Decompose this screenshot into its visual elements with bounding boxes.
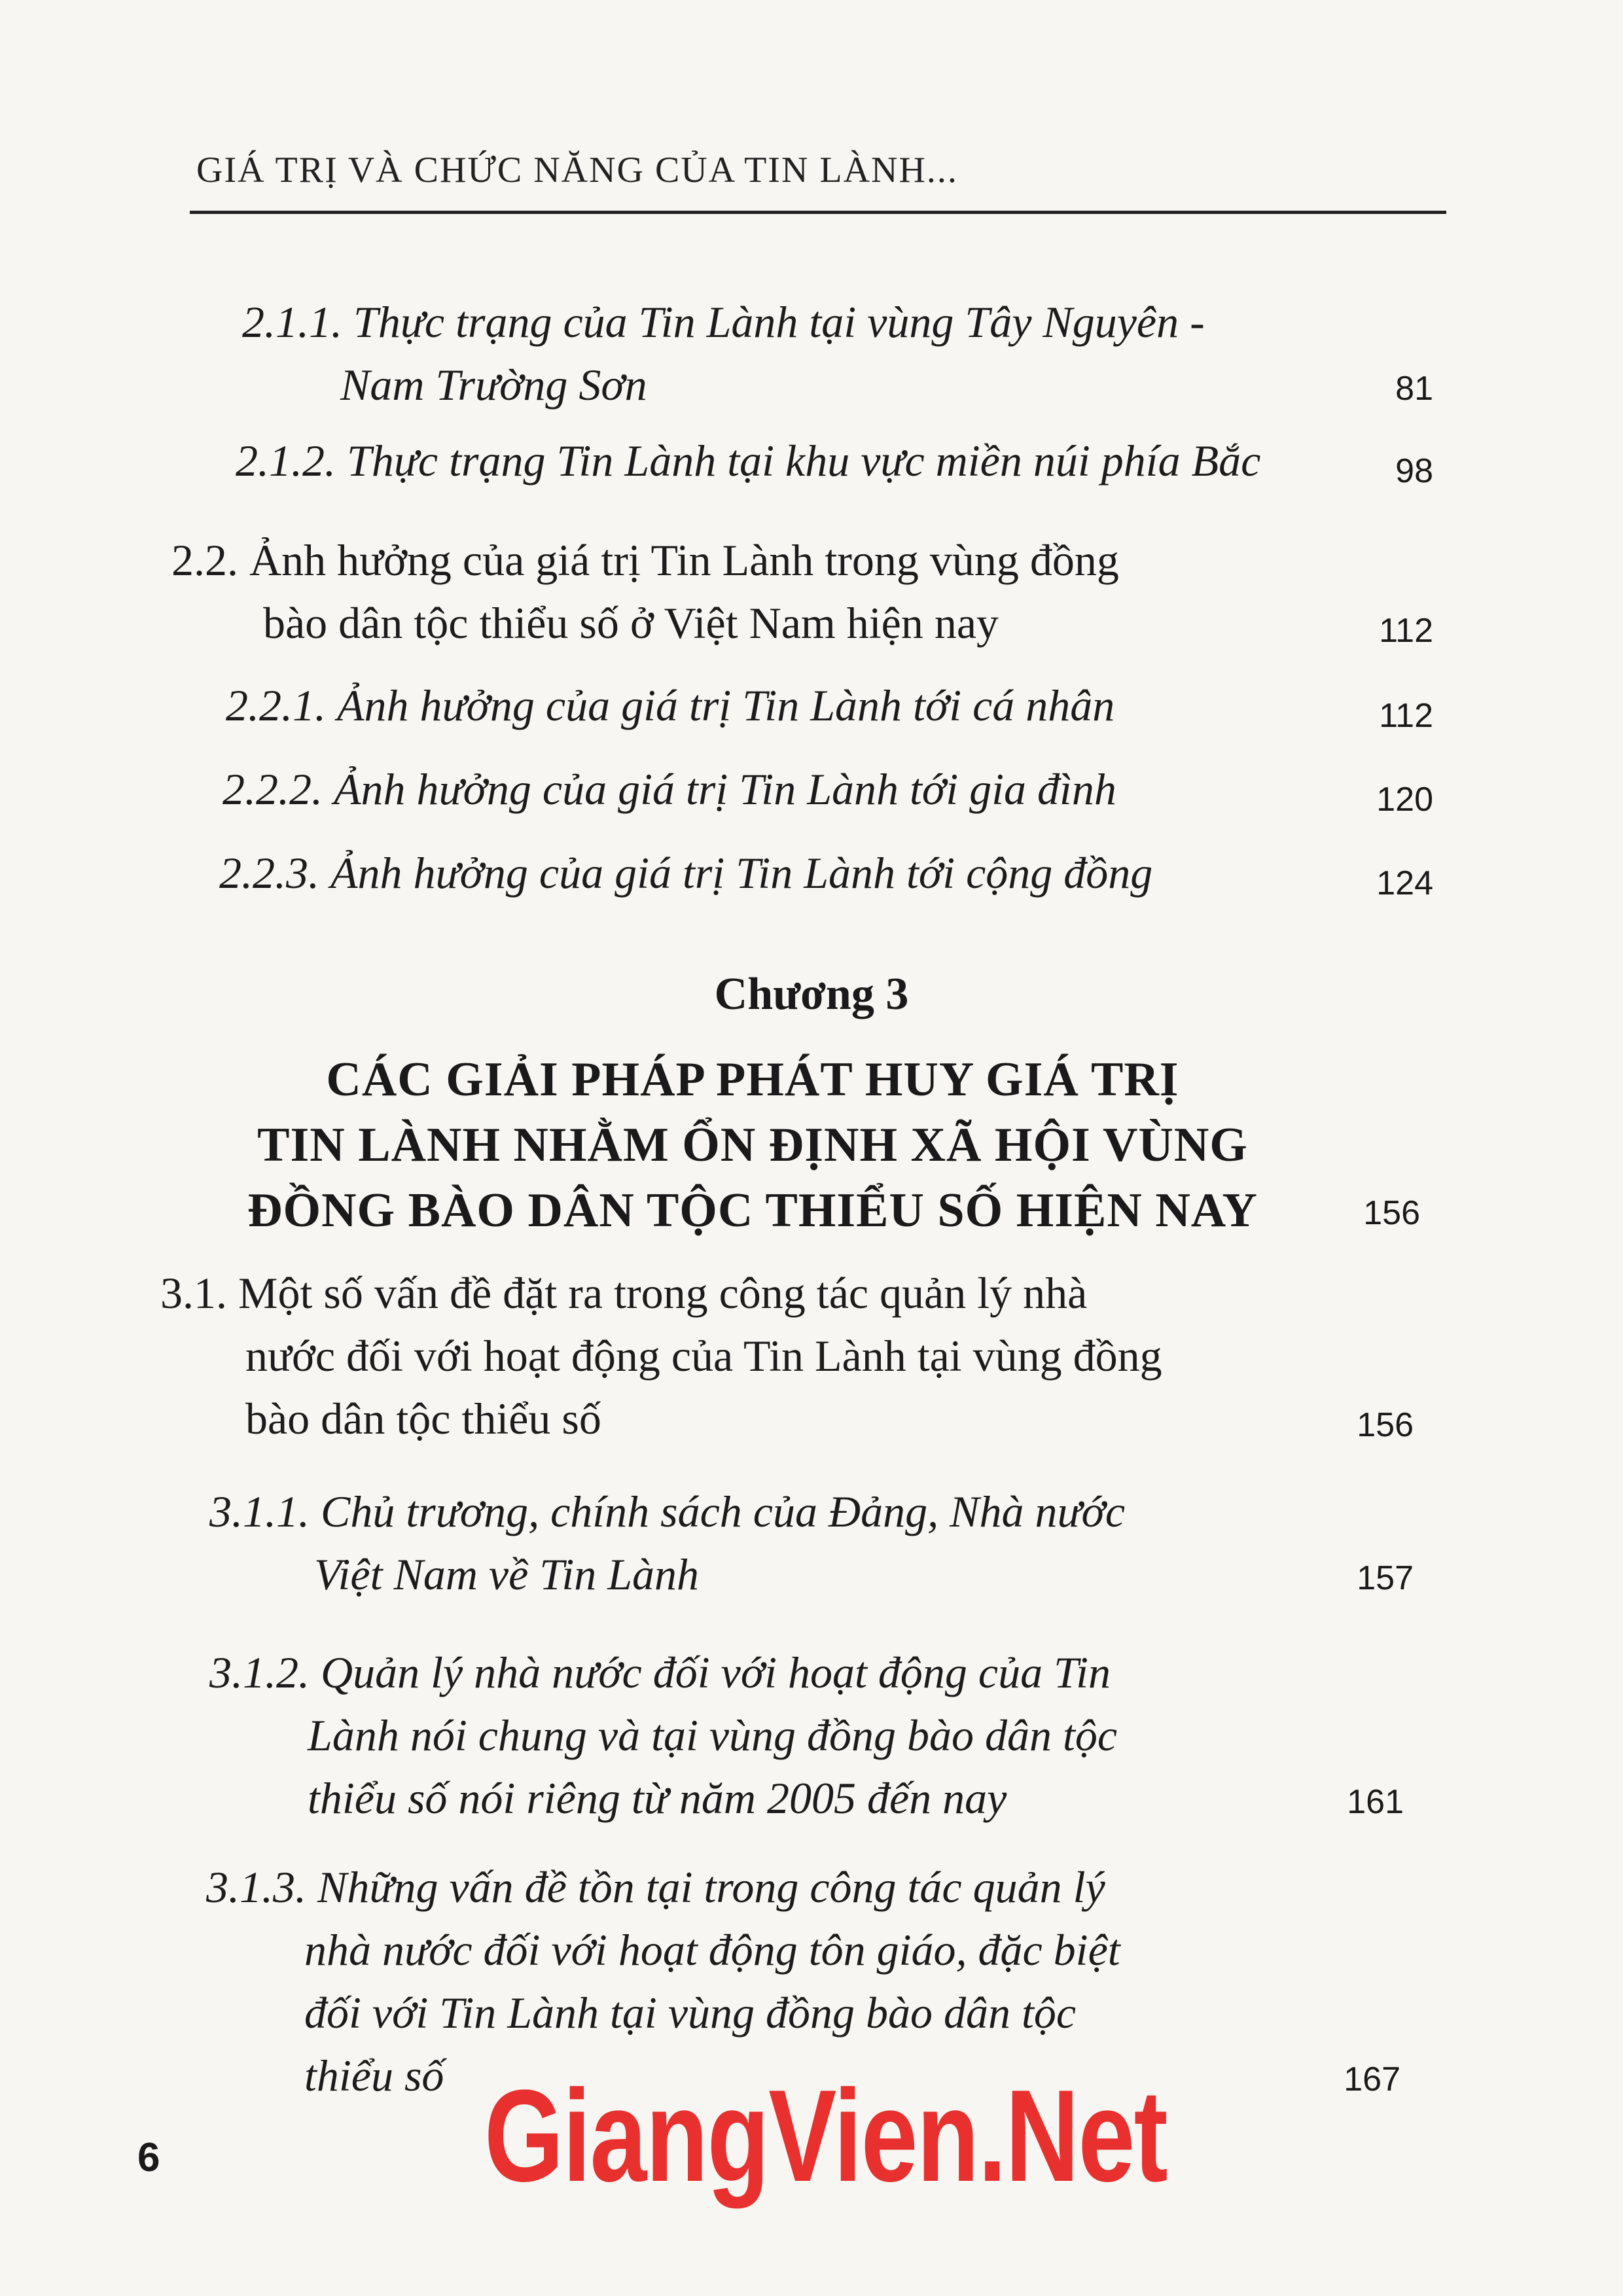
toc-page-number: 120 bbox=[1376, 781, 1433, 819]
toc-page-number: 112 bbox=[1379, 612, 1433, 650]
toc-entry-2-2 bbox=[171, 529, 1119, 654]
header-rule bbox=[190, 211, 1446, 214]
toc-page-number: 167 bbox=[1344, 2060, 1400, 2098]
toc-entry-text: nước đối với hoạt động của Tin Lành tại vùng đồng bbox=[245, 1331, 1162, 1381]
toc-page-number: 124 bbox=[1376, 864, 1433, 902]
toc-entry-2-2-3 bbox=[219, 841, 1152, 904]
toc-page-number: 161 bbox=[1347, 1783, 1404, 1821]
toc-entry-3-1-1 bbox=[209, 1480, 1125, 1606]
toc-entry-text: nhà nước đối với hoạt động tôn giáo, đặc biệt bbox=[304, 1925, 1120, 1975]
chapter-title-line: CÁC GIẢI PHÁP PHÁT HUY GIÁ TRỊ bbox=[326, 1053, 1179, 1106]
toc-entry-text: 3.1.1. Chủ trương, chính sách của Đảng, Nhà nước bbox=[209, 1487, 1126, 1536]
toc-entry-text: 2.2.3. Ảnh hưởng của giá trị Tin Lành tới cộng đồng bbox=[219, 848, 1153, 898]
toc-entry-2-2-1 bbox=[226, 674, 1115, 737]
toc-entry-text: 2.2.1. Ảnh hưởng của giá trị Tin Lành tới cá nhân bbox=[226, 680, 1115, 730]
toc-page-number: 81 bbox=[1395, 370, 1433, 408]
toc-entry-text: Lành nói chung và tại vùng đồng bào dân tộc bbox=[308, 1710, 1118, 1760]
toc-entry-text: bào dân tộc thiểu số bbox=[245, 1394, 601, 1443]
toc-entry-text: thiểu số nói riêng từ năm 2005 đến nay bbox=[308, 1773, 1007, 1823]
toc-entry-text: Nam Trường Sơn bbox=[340, 360, 647, 410]
toc-entry-text: Việt Nam về Tin Lành bbox=[314, 1549, 700, 1599]
toc-page-number: 112 bbox=[1379, 697, 1433, 735]
toc-entry-text: 2.1.1. Thực trạng của Tin Lành tại vùng Tây Nguyên - bbox=[242, 297, 1205, 347]
toc-page-number: 157 bbox=[1357, 1559, 1414, 1597]
toc-entry-text: 3.1.3. Những vấn đề tồn tại trong công tác quản lý bbox=[206, 1862, 1105, 1912]
running-header: GIÁ TRỊ VÀ CHỨC NĂNG CỦA TIN LÀNH... bbox=[196, 150, 958, 190]
toc-entry-2-1-1 bbox=[242, 291, 1205, 416]
toc-entry-3-1-2 bbox=[209, 1641, 1117, 1829]
toc-entry-text: đối với Tin Lành tại vùng đồng bào dân tộc bbox=[304, 1988, 1077, 2038]
toc-entry-2-1-2 bbox=[236, 429, 1260, 492]
chapter-title-line: ĐỒNG BÀO DÂN TỘC THIỂU SỐ HIỆN NAY bbox=[247, 1184, 1258, 1237]
toc-entry-text: bào dân tộc thiểu số ở Việt Nam hiện nay bbox=[263, 598, 999, 648]
toc-entry-text: 2.2.2. Ảnh hưởng của giá trị Tin Lành tới gia đình bbox=[223, 764, 1116, 814]
toc-entry-text: 2.1.2. Thực trạng Tin Lành tại khu vực miền núi phía Bắc bbox=[236, 436, 1261, 486]
toc-entry-text: 2.2. Ảnh hưởng của giá trị Tin Lành trong vùng đồng bbox=[171, 535, 1119, 585]
toc-entry-text: 3.1. Một số vấn đề đặt ra trong công tác quản lý nhà bbox=[160, 1268, 1088, 1318]
toc-page-number: 156 bbox=[1357, 1406, 1414, 1444]
toc-entry-text: 3.1.2. Quản lý nhà nước đối với hoạt động của Tin bbox=[209, 1648, 1111, 1697]
chapter-title bbox=[151, 1047, 1355, 1243]
page-number: 6 bbox=[137, 2135, 160, 2180]
chapter-label: Chương 3 bbox=[714, 969, 909, 1019]
watermark: GiangVien.Net bbox=[484, 2063, 1168, 2209]
toc-entry-2-2-2 bbox=[223, 758, 1116, 821]
toc-entry-3-1 bbox=[160, 1262, 1162, 1450]
toc-page-number: 98 bbox=[1395, 452, 1433, 490]
chapter-title-line: TIN LÀNH NHẰM ỔN ĐỊNH XÃ HỘI VÙNG bbox=[257, 1118, 1248, 1172]
toc-page-number: 156 bbox=[1363, 1194, 1420, 1232]
toc-entry-text: thiểu số bbox=[304, 2051, 444, 2100]
